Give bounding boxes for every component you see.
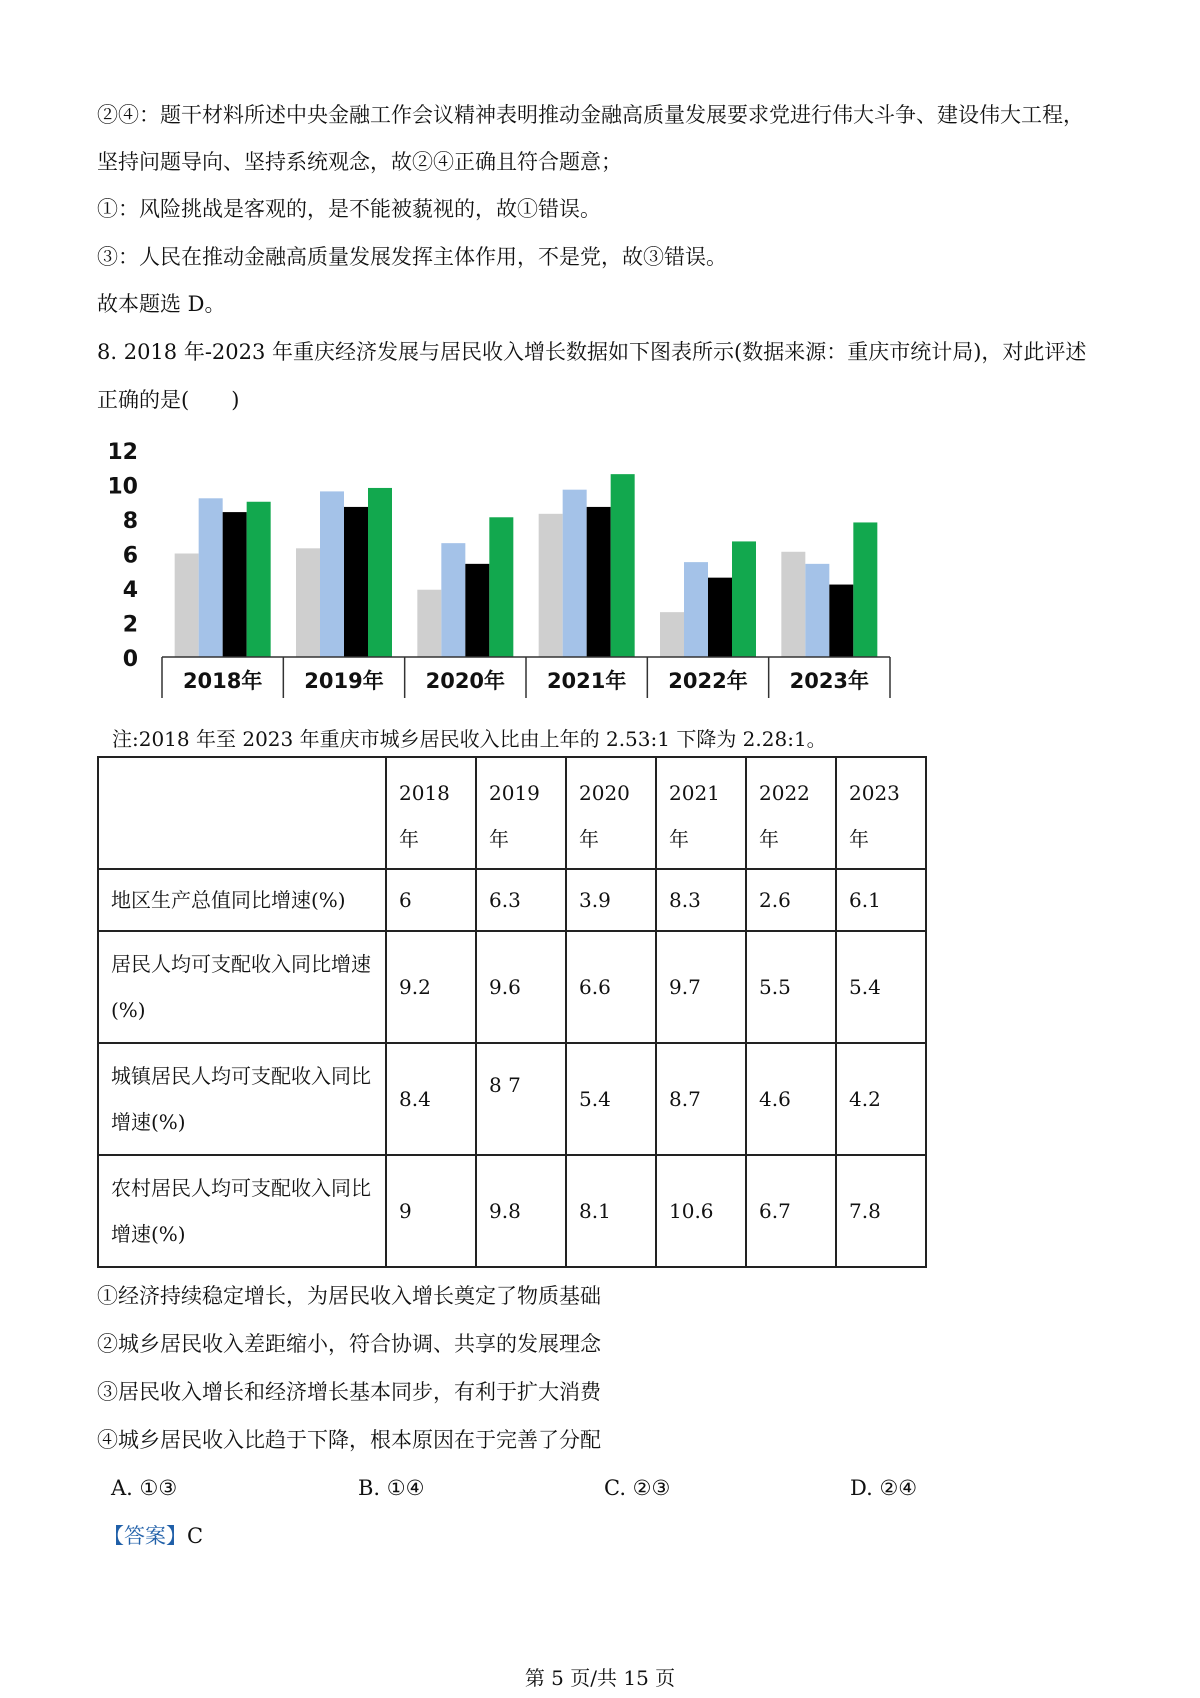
bar — [684, 562, 708, 657]
y-tick-label: 0 — [122, 647, 138, 672]
statement-1: ①经济持续稳定增长，为居民收入增长奠定了物质基础 — [97, 1284, 601, 1308]
year-number: 2020 — [579, 781, 630, 805]
table-cell: 8 7 — [476, 1043, 566, 1155]
y-tick-label: 6 — [122, 543, 138, 569]
x-category-label: 2019年 — [304, 669, 384, 693]
bar — [611, 474, 635, 657]
y-tick-label: 2 — [122, 612, 138, 638]
table-cell: 9.8 — [476, 1155, 566, 1267]
row-label: 农村居民人均可支配收入同比增速(%) — [98, 1155, 386, 1267]
table-cell: 5.4 — [566, 1043, 656, 1155]
bar — [223, 512, 247, 657]
x-category-label: 2022年 — [668, 669, 748, 693]
table-cell: 4.2 — [836, 1043, 926, 1155]
table-cell: 9.7 — [656, 931, 746, 1043]
table-cell: 6.3 — [476, 869, 566, 931]
y-tick-label: 4 — [122, 578, 138, 603]
bar — [320, 491, 344, 657]
question-line-1: 8. 2018 年-2023 年重庆经济发展与居民收入增长数据如下图表所示(数据来源：重庆市统计局)，对此评述 — [97, 340, 1087, 364]
table-cell: 8.7 — [656, 1043, 746, 1155]
table-row — [98, 931, 926, 1043]
bar — [247, 502, 271, 657]
table-cell: 2.6 — [746, 869, 836, 931]
bar — [829, 585, 853, 657]
bar — [368, 488, 392, 657]
table-cell: 8.3 — [656, 869, 746, 931]
table-cell: 5.5 — [746, 931, 836, 1043]
table-cell: 5.4 — [836, 931, 926, 1043]
explanation-line-4: ③：人民在推动金融高质量发展发挥主体作用，不是党，故③错误。 — [97, 245, 727, 269]
answer-value: C — [187, 1524, 204, 1548]
bar — [344, 507, 368, 657]
bar — [708, 578, 732, 657]
bar — [441, 543, 465, 657]
table-cell: 9.2 — [386, 931, 476, 1043]
table-row — [98, 869, 926, 931]
table-cell: 7.8 — [836, 1155, 926, 1267]
year-unit: 年 — [399, 827, 419, 851]
bar — [732, 541, 756, 657]
y-tick-label: 12 — [110, 440, 138, 465]
bar — [587, 507, 611, 657]
table-cell: 4.6 — [746, 1043, 836, 1155]
bar — [539, 514, 563, 657]
statement-4: ④城乡居民收入比趋于下降，根本原因在于完善了分配 — [97, 1428, 601, 1452]
option-a: A. ①③ — [111, 1476, 178, 1500]
year-number: 2023 — [849, 781, 900, 805]
table-cell: 8.4 — [386, 1043, 476, 1155]
explanation-conclusion: 故本题选 D。 — [97, 292, 226, 316]
table-cell: 9 — [386, 1155, 476, 1267]
year-unit: 年 — [849, 827, 869, 851]
table-row — [98, 1043, 926, 1155]
statement-3: ③居民收入增长和经济增长基本同步，有利于扩大消费 — [97, 1380, 601, 1404]
bar — [781, 552, 805, 657]
explanation-line-3: ①：风险挑战是客观的，是不能被藐视的，故①错误。 — [97, 197, 601, 221]
row-label: 城镇居民人均可支配收入同比增速(%) — [98, 1043, 386, 1155]
table-cell: 8.1 — [566, 1155, 656, 1267]
explanation-line-1: ②④：题干材料所述中央金融工作会议精神表明推动金融高质量发展要求党进行伟大斗争、建设伟大工程， — [97, 103, 1084, 127]
table-cell: 6.6 — [566, 931, 656, 1043]
bar — [805, 564, 829, 657]
year-number: 2022 — [759, 781, 810, 805]
x-category-label: 2021年 — [546, 669, 627, 693]
income-growth-table — [97, 756, 927, 1268]
growth-bar-chart — [110, 430, 910, 700]
year-header-2022 — [746, 757, 836, 869]
year-header-2023 — [836, 757, 926, 869]
bar — [660, 612, 684, 657]
table-corner-cell — [98, 757, 386, 869]
table-cell: 3.9 — [566, 869, 656, 931]
year-number: 2019 — [489, 781, 540, 805]
table-cell: 10.6 — [656, 1155, 746, 1267]
year-number: 2018 — [399, 781, 450, 805]
table-cell: 6.1 — [836, 869, 926, 931]
table-row — [98, 1155, 926, 1267]
bar — [563, 490, 587, 657]
answer-label: 【答案】 — [103, 1524, 187, 1548]
option-c: C. ②③ — [604, 1476, 671, 1500]
explanation-line-2: 坚持问题导向、坚持系统观念，故②④正确且符合题意； — [97, 150, 622, 174]
answer-line — [103, 1522, 1200, 1550]
x-category-label: 2023年 — [789, 669, 870, 693]
y-tick-label: 8 — [122, 509, 138, 534]
y-tick-label: 10 — [110, 474, 138, 500]
table-cell: 6.7 — [746, 1155, 836, 1267]
year-unit: 年 — [669, 827, 689, 851]
bar-chart-svg — [110, 430, 910, 700]
year-header-2019 — [476, 757, 566, 869]
bar — [417, 590, 441, 657]
table-cell: 9.6 — [476, 931, 566, 1043]
table-header-row — [98, 757, 926, 869]
year-number: 2021 — [669, 781, 720, 805]
year-unit: 年 — [579, 827, 599, 851]
year-unit: 年 — [489, 827, 509, 851]
year-unit: 年 — [759, 827, 779, 851]
page-number: 第 5 页/共 15 页 — [524, 1666, 676, 1690]
option-b: B. ①④ — [358, 1476, 425, 1500]
x-category-label: 2018年 — [182, 669, 263, 693]
table-cell: 6 — [386, 869, 476, 931]
bar — [199, 498, 223, 657]
chart-note: 注:2018 年至 2023 年重庆市城乡居民收入比由上年的 2.53:1 下降为 2.28:1。 — [112, 727, 827, 751]
bar — [465, 564, 489, 657]
statement-2: ②城乡居民收入差距缩小，符合协调、共享的发展理念 — [97, 1332, 601, 1356]
question-line-2: 正确的是( ) — [97, 388, 240, 412]
option-d: D. ②④ — [850, 1476, 918, 1500]
bar — [489, 517, 513, 657]
year-header-2021 — [656, 757, 746, 869]
bar — [853, 522, 877, 657]
x-category-label: 2020年 — [425, 669, 506, 693]
row-label: 地区生产总值同比增速(%) — [98, 869, 386, 931]
row-label: 居民人均可支配收入同比增速(%) — [98, 931, 386, 1043]
year-header-2018 — [386, 757, 476, 869]
year-header-2020 — [566, 757, 656, 869]
bar — [175, 554, 199, 658]
bar — [296, 548, 320, 657]
